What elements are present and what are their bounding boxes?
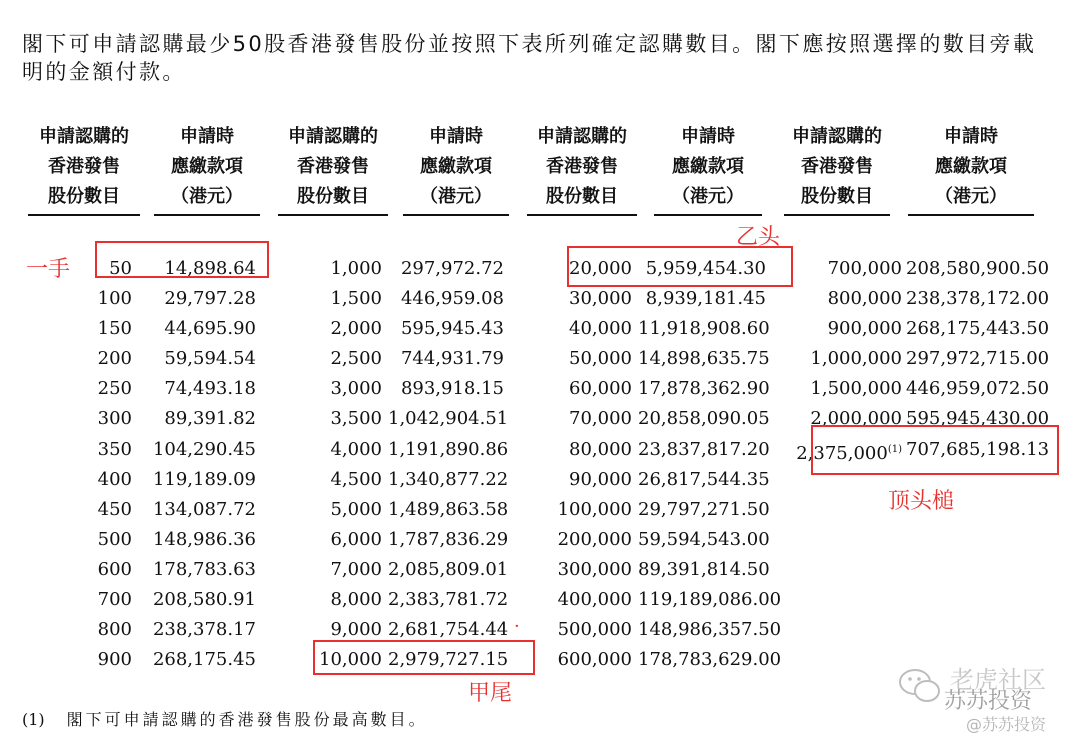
table-cell: 50,000 bbox=[569, 348, 632, 370]
table-cell: 8,939,181.45 bbox=[645, 288, 766, 310]
highlight-box-top-max bbox=[811, 425, 1059, 475]
table-cell: 300 bbox=[97, 408, 132, 430]
table-cell: 150 bbox=[97, 318, 132, 340]
table-cell: 500,000 bbox=[557, 619, 632, 641]
table-cell: 700,000 bbox=[827, 258, 902, 279]
annotation-group-a-tail: 甲尾 bbox=[468, 681, 513, 706]
annotation-dot: · bbox=[514, 616, 520, 637]
table-cell: 400 bbox=[97, 468, 132, 490]
table-cell: 4,000 bbox=[330, 438, 382, 460]
table-cell: 3,000 bbox=[330, 378, 382, 400]
table-cell: 89,391,814.50 bbox=[638, 558, 770, 580]
amount-column-2 bbox=[388, 254, 509, 675]
header-shares-4: 申請認購的 香港發售 股份數目 bbox=[784, 122, 890, 216]
footnote-number: (1) bbox=[22, 710, 45, 729]
table-cell: 297,972.72 bbox=[400, 258, 504, 279]
table-cell: 89,391.82 bbox=[164, 408, 256, 430]
table-cell: 200,000 bbox=[557, 528, 632, 550]
table-cell: 20,000 bbox=[569, 258, 632, 279]
table-cell: 20,858,090.05 bbox=[638, 408, 770, 430]
table-cell: 700 bbox=[97, 589, 132, 611]
table-cell: 17,878,362.90 bbox=[638, 378, 770, 400]
footnote-marker: (1) bbox=[887, 443, 902, 455]
watermark-line3: @苏苏投资 bbox=[966, 715, 1047, 734]
table-cell: 7,000 bbox=[330, 558, 382, 580]
table-cell: 44,695.90 bbox=[164, 318, 256, 340]
table-cell: 119,189.09 bbox=[152, 468, 256, 490]
highlight-box-group-a-tail bbox=[313, 640, 535, 675]
table-cell: 178,783,629.00 bbox=[638, 649, 782, 671]
table-cell: 29,797.28 bbox=[164, 288, 256, 310]
wechat-icon bbox=[898, 666, 942, 706]
table-cell: 446,959.08 bbox=[400, 288, 504, 310]
table-cell: 11,918,908.60 bbox=[638, 318, 770, 340]
table-cell: 238,378,172.00 bbox=[906, 288, 1050, 310]
header-amount-1: 申請時 應繳款項 （港元） bbox=[154, 122, 260, 216]
header-amount-2: 申請時 應繳款項 （港元） bbox=[403, 122, 509, 216]
table-cell: 1,340,877.22 bbox=[388, 468, 509, 490]
table-cell: 893,918.15 bbox=[400, 378, 504, 400]
table-cell: 6,000 bbox=[330, 528, 382, 550]
table-cell: 800,000 bbox=[827, 288, 902, 310]
table-cell: 90,000 bbox=[569, 468, 632, 490]
annotation-one-lot: 一手 bbox=[26, 257, 71, 282]
table-cell: 600 bbox=[97, 558, 132, 580]
table-cell: 74,493.18 bbox=[164, 378, 256, 400]
table-cell: 800 bbox=[97, 619, 132, 641]
highlight-box-one-lot bbox=[95, 241, 269, 278]
table-cell: 8,000 bbox=[330, 589, 382, 611]
table-cell: 268,175,443.50 bbox=[906, 318, 1050, 340]
header-shares-2: 申請認購的 香港發售 股份數目 bbox=[278, 122, 388, 216]
table-cell: 1,500 bbox=[330, 288, 382, 310]
annotation-group-b-head: 乙头 bbox=[736, 225, 781, 250]
table-cell: 9,000 bbox=[330, 619, 382, 641]
table-cell: 300,000 bbox=[557, 558, 632, 580]
table-cell: 1,500,000 bbox=[810, 378, 902, 400]
shares-column-2 bbox=[296, 254, 382, 675]
watermark-line2: 苏苏投资 bbox=[944, 689, 1033, 714]
header-amount-4: 申請時 應繳款項 （港元） bbox=[908, 122, 1034, 216]
intro-paragraph: 閣下可申請認購最少50股香港發售股份並按照下表所列確定認購數目。閣下應按照選擇的數目旁載明的金額付款。 bbox=[22, 32, 1037, 84]
table-cell: 900 bbox=[97, 649, 132, 671]
table-cell: 30,000 bbox=[569, 288, 632, 310]
shares-column-3 bbox=[540, 254, 632, 675]
table-cell: 23,837,817.20 bbox=[638, 438, 770, 460]
table-cell: 40,000 bbox=[569, 318, 632, 340]
annotation-top-max: 顶头槌 bbox=[888, 489, 955, 514]
table-cell: 59,594.54 bbox=[164, 348, 256, 370]
header-shares-3: 申請認購的 香港發售 股份數目 bbox=[527, 122, 637, 216]
table-cell: 297,972,715.00 bbox=[906, 348, 1050, 370]
table-cell: 70,000 bbox=[569, 408, 632, 430]
table-cell: 400,000 bbox=[557, 589, 632, 611]
table-cell: 14,898.64 bbox=[164, 258, 256, 279]
table-cell: 2,000 bbox=[330, 318, 382, 340]
table-cell: 500 bbox=[97, 528, 132, 550]
amount-column-3 bbox=[638, 254, 782, 675]
table-cell: 2,383,781.72 bbox=[388, 589, 509, 611]
table-cell: 1,042,904.51 bbox=[388, 408, 509, 430]
watermark-line1: 老虎社区 bbox=[950, 666, 1046, 694]
table-cell: 208,580.91 bbox=[152, 589, 256, 611]
table-cell: 268,175.45 bbox=[152, 649, 256, 671]
table-cell: 104,290.45 bbox=[152, 438, 256, 460]
footnote-text: 閣下可申請認購的香港發售股份最高數目。 bbox=[66, 710, 428, 729]
header-amount-3: 申請時 應繳款項 （港元） bbox=[654, 122, 762, 216]
table-cell: 14,898,635.75 bbox=[638, 348, 770, 370]
table-cell: 5,959,454.30 bbox=[645, 258, 766, 279]
table-cell: 200 bbox=[97, 348, 132, 370]
table-cell: 238,378.17 bbox=[152, 619, 256, 641]
table-cell: 134,087.72 bbox=[152, 498, 256, 520]
table-cell: 10,000 bbox=[319, 649, 382, 671]
table-cell: 208,580,900.50 bbox=[906, 258, 1050, 279]
table-cell: 100,000 bbox=[557, 498, 632, 520]
table-cell: 80,000 bbox=[569, 438, 632, 460]
table-cell: 1,000,000 bbox=[810, 348, 902, 370]
table-cell: 600,000 bbox=[557, 649, 632, 671]
table-cell: 595,945,430.00 bbox=[906, 408, 1050, 430]
table-cell: 2,681,754.44 bbox=[388, 619, 509, 641]
table-cell: 59,594,543.00 bbox=[638, 528, 770, 550]
table-cell: 1,489,863.58 bbox=[388, 498, 509, 520]
table-cell: 900,000 bbox=[827, 318, 902, 340]
highlight-box-group-b-head bbox=[567, 246, 793, 287]
table-cell: 100 bbox=[97, 288, 132, 310]
table-cell: 2,000,000 bbox=[810, 408, 902, 430]
table-cell: 4,500 bbox=[330, 468, 382, 490]
shares-column-1 bbox=[60, 254, 132, 675]
table-cell: 148,986,357.50 bbox=[638, 619, 782, 641]
table-cell: 2,500 bbox=[330, 348, 382, 370]
table-cell: 50 bbox=[109, 258, 132, 279]
table-cell: 5,000 bbox=[330, 498, 382, 520]
amount-column-1 bbox=[140, 254, 256, 675]
table-cell: 1,191,890.86 bbox=[388, 438, 509, 460]
table-cell: 1,000 bbox=[330, 258, 382, 279]
table-cell: 707,685,198.13 bbox=[906, 438, 1050, 460]
table-cell: 2,979,727.15 bbox=[388, 649, 509, 671]
table-cell: 744,931.79 bbox=[400, 348, 504, 370]
table-cell: 178,783.63 bbox=[152, 558, 256, 580]
table-cell: 2,085,809.01 bbox=[388, 558, 509, 580]
table-cell: 119,189,086.00 bbox=[638, 589, 782, 611]
table-cell: 595,945.43 bbox=[400, 318, 504, 340]
table-cell: 26,817,544.35 bbox=[638, 468, 770, 490]
table-cell: 60,000 bbox=[569, 378, 632, 400]
table-cell: 148,986.36 bbox=[152, 528, 256, 550]
table-cell: 1,787,836.29 bbox=[388, 528, 509, 550]
footnote bbox=[22, 707, 428, 730]
table-cell: 446,959,072.50 bbox=[906, 378, 1050, 400]
table-cell: 350 bbox=[97, 438, 132, 460]
table-cell: 250 bbox=[97, 378, 132, 400]
table-cell: 2,375,000$^{(1)}$ bbox=[796, 442, 902, 464]
table-cell: 450 bbox=[97, 498, 132, 520]
table-cell: 3,500 bbox=[330, 408, 382, 430]
header-shares-1: 申請認購的 香港發售 股份數目 bbox=[28, 122, 140, 216]
table-cell: 29,797,271.50 bbox=[638, 498, 770, 520]
